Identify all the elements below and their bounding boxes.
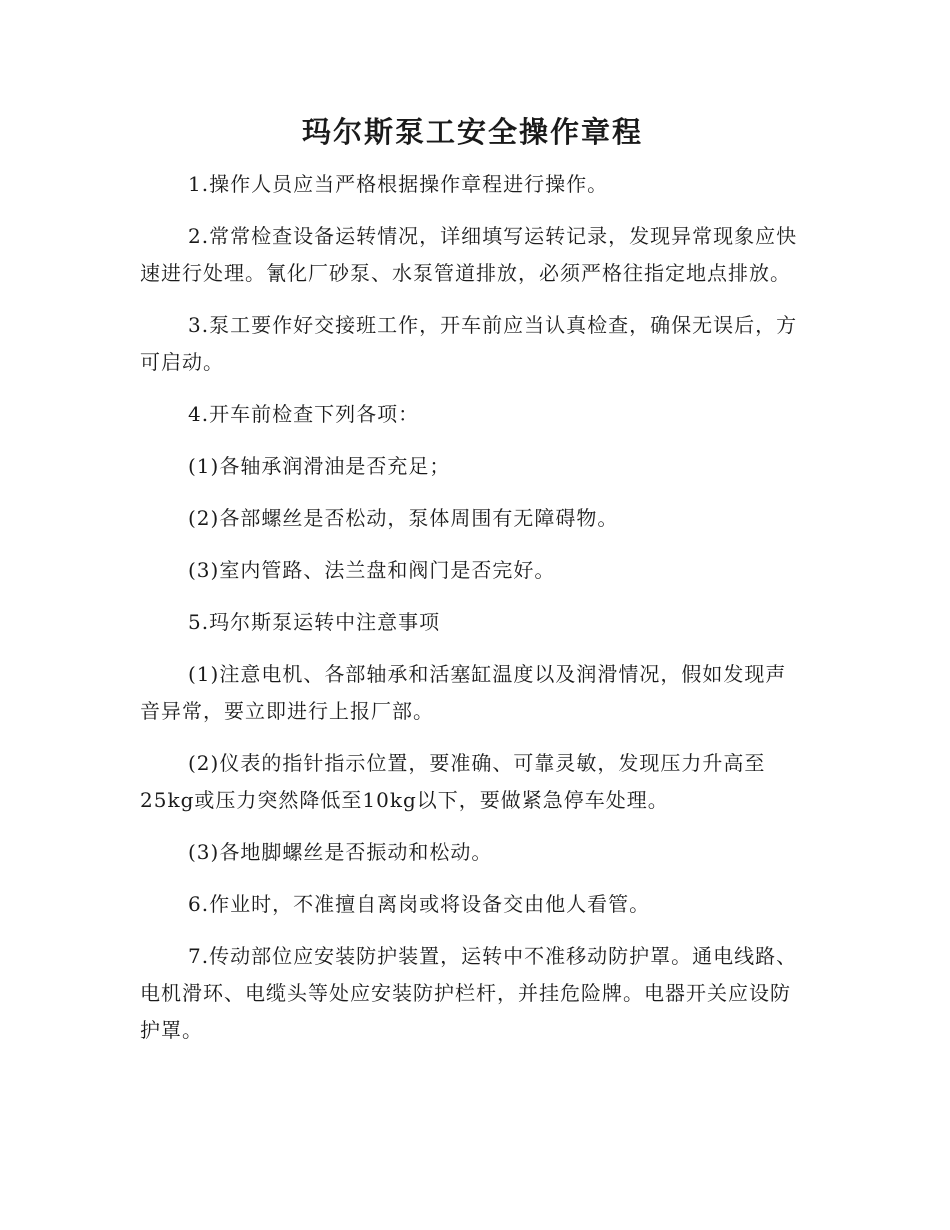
paragraph-4-3: (3)室内管路、法兰盘和阀门是否完好。	[188, 558, 556, 582]
paragraph-6: 6.作业时，不准擅自离岗或将设备交由他人看管。	[188, 892, 651, 916]
paragraph-4-1: (1)各轴承润滑油是否充足；	[188, 454, 451, 478]
paragraph-3: 3.泵工要作好交接班工作，开车前应当认真检查，确保无误后，方可启动。	[140, 313, 798, 374]
paragraph-5-1: (1)注意电机、各部轴承和活塞缸温度以及润滑情况，假如发现声音异常，要立即进行上报厂部。	[140, 662, 787, 723]
paragraph-4-2: (2)各部螺丝是否松动，泵体周围有无障碍物。	[188, 506, 619, 530]
paragraph-4: 4.开车前检查下列各项：	[188, 402, 420, 426]
paragraph-5: 5.玛尔斯泵运转中注意事项	[188, 610, 441, 634]
document-body	[140, 112, 805, 1064]
paragraph-7: 7.传动部位应安装防护装置，运转中不准移动防护罩。通电线路、电机滑环、电缆头等处应安装防护栏杆，并挂危险牌。电器开关应设防护罩。	[140, 944, 798, 1042]
paragraph-5-3: (3)各地脚螺丝是否振动和松动。	[188, 840, 493, 864]
paragraph-1: 1.操作人员应当严格根据操作章程进行操作。	[188, 172, 609, 196]
paragraph-2: 2.常常检查设备运转情况，详细填写运转记录，发现异常现象应快速进行处理。氰化厂砂泵、水泵管道排放，必须严格往指定地点排放。	[140, 224, 798, 285]
document-title: 玛尔斯泵工安全操作章程	[301, 115, 643, 149]
paragraph-5-2: (2)仪表的指针指示位置，要准确、可靠灵敏，发现压力升高至25kg或压力突然降低至10kg以下，要做紧急停车处理。	[140, 751, 766, 812]
